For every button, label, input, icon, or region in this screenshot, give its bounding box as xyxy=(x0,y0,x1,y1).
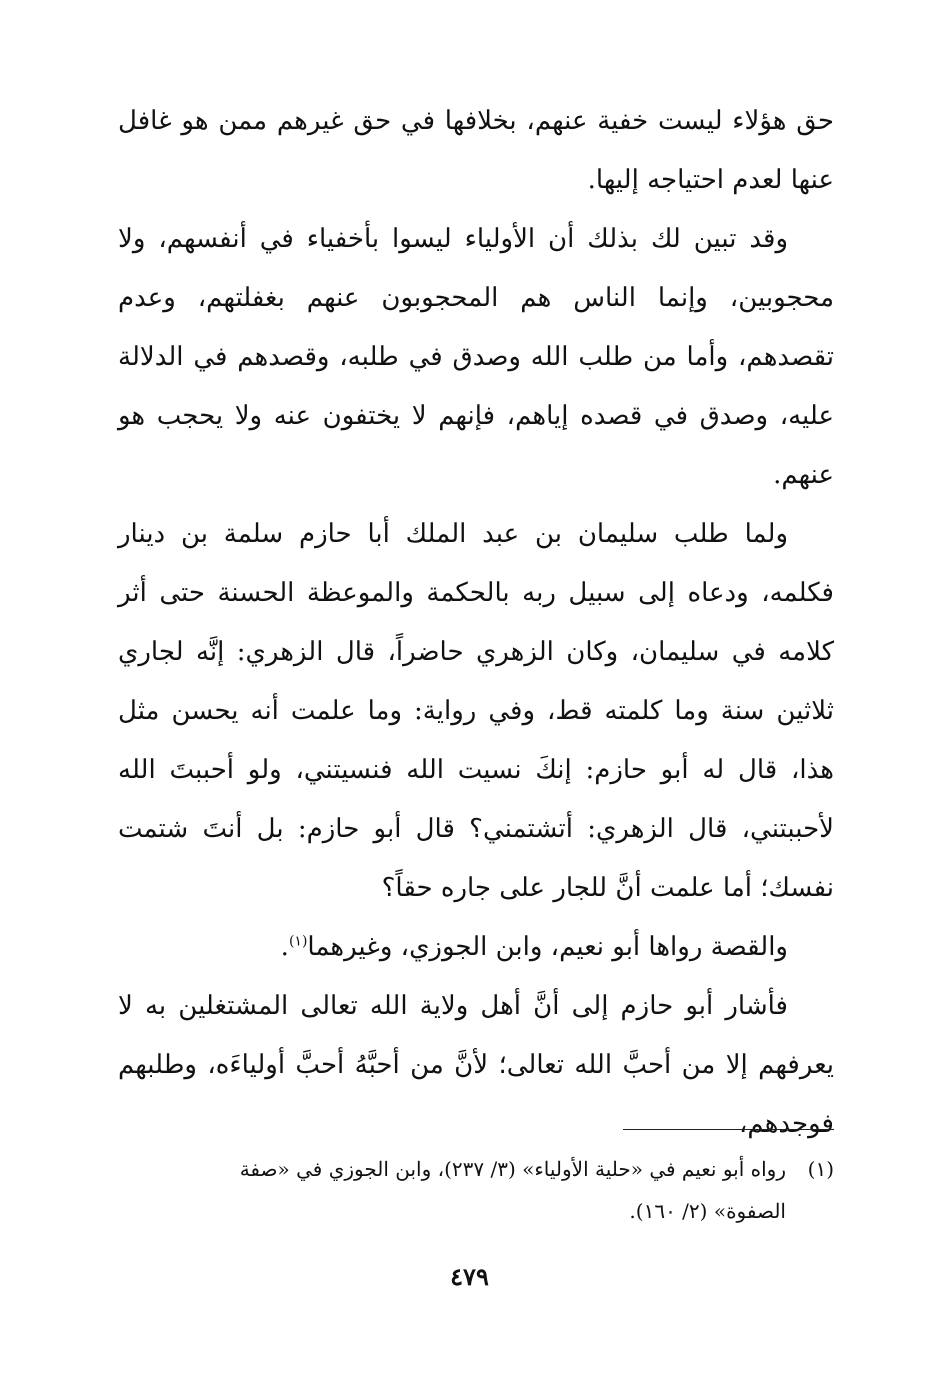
paragraph-3: ولما طلب سليمان بن عبد الملك أبا حازم سلمة بن دينار فكلمه، ودعاه إلى سبيل ربه بالحكمة والموعظة الحسنة حتى أثر كلامه في سليمان، وكان الزهري حاضراً، قال الزهري: إنَّه لجاري ثلاثين سنة وما كلمته قط، وفي رواية: وما علمت أنه يحسن مثل هذا، قال له أبو حازم: إنكَ نسيت الله فنسيتني، ولو أحببتَ الله لأحببتني، قال الزهري: أتشتمني؟ قال أبو حازم: بل أنتَ شتمت نفسك؛ أما علمت أنَّ للجار على جاره حقاً؟ xyxy=(118,519,834,903)
footnote-line-1 xyxy=(118,1148,834,1190)
paragraph-5: فأشار أبو حازم إلى أنَّ أهل ولاية الله تعالى المشتغلين به لا يعرفهم إلا من أحبَّ الله تعالى؛ لأنَّ من أحبَّهُ أحبَّ أولياءَه، وطلبهم فوجدهم، xyxy=(118,991,834,1139)
page-number: ٤٧٩ xyxy=(450,1262,489,1291)
paragraph-4 xyxy=(118,918,834,977)
footnote-divider xyxy=(623,1129,834,1130)
footnote-line-2: الصفوة» (٢/ ١٦٠). xyxy=(629,1199,786,1223)
paragraph-1: حق هؤلاء ليست خفية عنهم، بخلافها في حق غيرهم ممن هو غافل عنها لعدم احتياجه إليها. xyxy=(118,106,834,195)
main-text xyxy=(118,92,834,1154)
footnote-text-1: رواه أبو نعيم في «حلية الأولياء» (٣/ ٢٣٧)، وابن الجوزي في «صفة xyxy=(239,1157,786,1181)
paragraph-2: وقد تبين لك بذلك أن الأولياء ليسوا بأخفياء في أنفسهم، ولا محجوبين، وإنما الناس هم المحجوبون عنهم بغفلتهم، وعدم تقصدهم، وأما من طلب الله وصدق في طلبه، وقصدهم في الدلالة عليه، وصدق في قصده إياهم، فإنهم لا يختفون عنه ولا يحجب هو عنهم. xyxy=(118,224,835,490)
paragraph-4-text: والقصة رواها أبو نعيم، وابن الجوزي، وغيرهما xyxy=(307,932,788,962)
paragraph-4-end: . xyxy=(280,932,289,962)
footnote xyxy=(118,1148,834,1232)
footnote-marker[interactable]: (١) xyxy=(288,933,308,950)
footnote-number: (١) xyxy=(807,1157,834,1181)
